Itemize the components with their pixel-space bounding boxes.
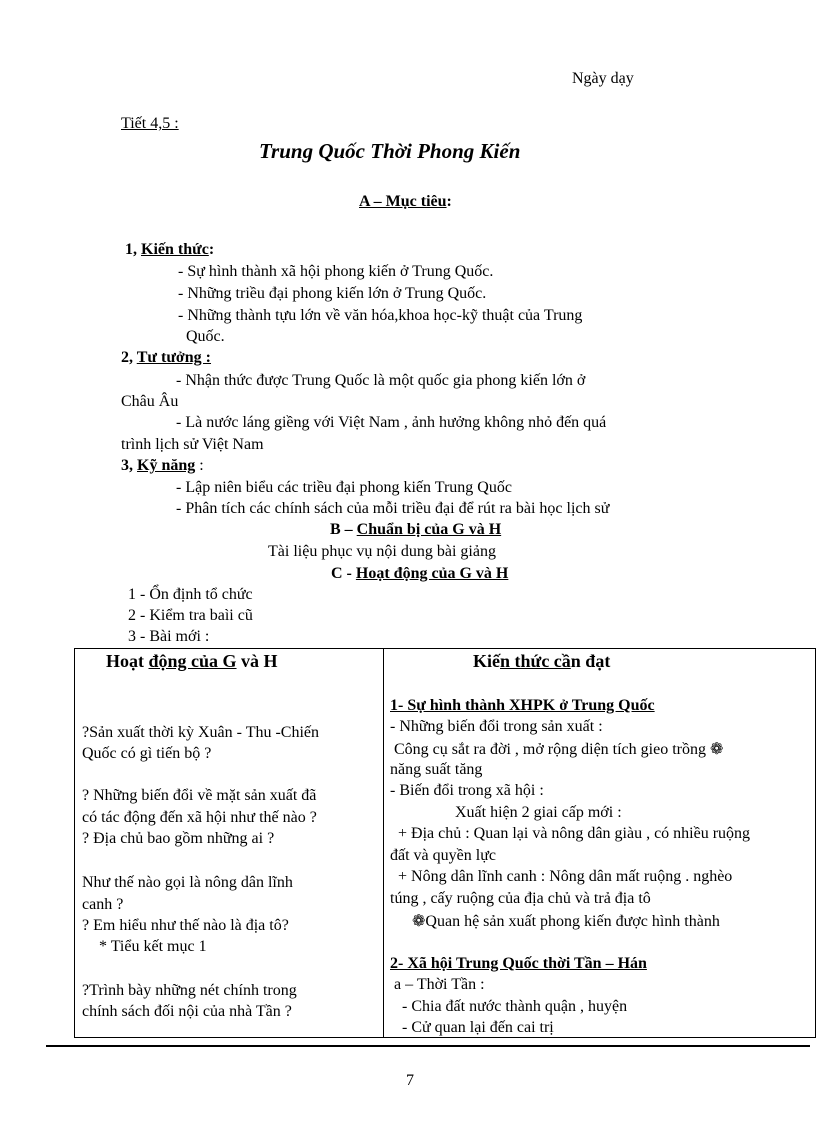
thought-item: Châu Âu (121, 393, 179, 410)
section-c-heading (331, 565, 508, 583)
content-line: túng , cấy ruộng của địa chủ và trả địa tô (390, 890, 651, 907)
content-line: Xuất hiện 2 giai cấp mới : (455, 804, 622, 821)
knowledge-item: - Những triều đại phong kiến lớn ở Trung Quốc. (178, 285, 487, 302)
thought-item: - Nhận thức được Trung Quốc là một quốc gia phong kiến lớn ở (176, 372, 586, 389)
content-line: - Chia đất nước thành quận , huyện (402, 998, 628, 1015)
skills-num: 3, (121, 457, 137, 474)
section-c-prefix: C - (331, 565, 356, 582)
content-line-with-symbol (412, 911, 720, 931)
skills-label (121, 457, 204, 475)
left-header-post: và H (236, 651, 278, 671)
section-a-heading-colon: : (446, 193, 452, 210)
left-header-ul: động của G (148, 651, 237, 671)
lesson-number: Tiết 4,5 : (121, 115, 179, 132)
question-line: có tác động đến xã hội như thế nào ? (82, 809, 317, 826)
knowledge-item: - Sự hình thành xã hội phong kiến ở Trung Quốc. (178, 263, 494, 280)
date-label: Ngày dạy (572, 70, 634, 87)
knowledge-colon: : (208, 241, 215, 258)
thought-num: 2, (121, 349, 137, 366)
skills-colon: : (195, 457, 204, 474)
question-line: ? Em hiểu như thế nào là địa tô? (82, 917, 289, 934)
left-header-pre: Hoạt (106, 651, 149, 671)
question-line: Quốc có gì tiến bộ ? (82, 745, 212, 762)
right-header-post: n đạt (570, 651, 611, 671)
question-line: chính sách đối nội của nhà Tần ? (82, 1003, 292, 1020)
step-item: 2 - Kiểm tra baìi cũ (128, 607, 253, 624)
section-b-heading-text: Chuẩn bị của G và H (356, 521, 502, 538)
content-line: - Biến đổi trong xã hội : (390, 782, 544, 799)
skills-item: - Phân tích các chính sách của mỗi triều đại để rút ra bài học lịch sử (176, 500, 610, 517)
content-line-text: Công cụ sắt ra đời , mở rộng diện tích gieo trồng (394, 741, 706, 758)
question-line: ?Trình bày những nét chính trong (82, 982, 297, 999)
section-b-prefix: B – (330, 521, 357, 538)
section-b-heading (330, 521, 501, 539)
content-line: a – Thời Tần : (394, 976, 485, 993)
thought-label-text: Tư tưởng : (136, 349, 212, 366)
content-line: - Cử quan lại đến cai trị (402, 1019, 554, 1036)
page-title: Trung Quốc Thời Phong Kiến (259, 139, 521, 163)
content-line: năng suất tăng (390, 761, 483, 778)
knowledge-num: 1, (125, 241, 141, 258)
subsection-1-heading: 1- Sự hình thành XHPK ở Trung Quốc (390, 697, 655, 714)
question-line: ? Địa chủ bao gồm những ai ? (82, 830, 275, 847)
thought-item: trình lịch sử Việt Nam (121, 436, 264, 453)
footer-divider (46, 1045, 810, 1047)
right-column-header (473, 651, 610, 672)
knowledge-label (125, 241, 214, 259)
content-line: + Nông dân lĩnh canh : Nông dân mất ruộng . nghèo (398, 868, 733, 885)
right-header-ul: n thức cầ (500, 651, 571, 671)
thought-label (121, 349, 211, 367)
question-line: Như thế nào gọi là nông dân lĩnh (82, 874, 293, 891)
thought-item: - Là nước láng giềng với Việt Nam , ảnh hưởng không nhỏ đến quá (176, 414, 607, 431)
knowledge-item: - Những thành tựu lớn về văn hóa,khoa học-kỹ thuật của Trung (178, 307, 583, 324)
knowledge-item: Quốc. (186, 328, 225, 345)
skills-item: - Lập niên biểu các triều đại phong kiến Trung Quốc (176, 479, 512, 496)
flower-symbol-icon: ❁ (709, 741, 724, 758)
section-b-text: Tài liệu phục vụ nội dung bài giảng (268, 543, 496, 560)
section-c-heading-text: Hoạt động của G và H (355, 565, 509, 582)
left-column-header (106, 651, 278, 672)
question-line: ?Sản xuất thời kỳ Xuân - Thu -Chiến (82, 724, 320, 741)
content-line: + Địa chủ : Quan lại và nông dân giàu , có nhiều ruộng (398, 825, 751, 842)
step-item: 1 - Ổn định tổ chức (128, 586, 253, 603)
right-header-pre: Kiế (473, 651, 500, 671)
question-line: ? Những biến đổi về mặt sản xuất đã (82, 787, 317, 804)
skills-label-text: Kỹ năng (137, 457, 196, 474)
activity-table (74, 648, 816, 1038)
step-item: 3 - Bài mới : (128, 628, 210, 645)
knowledge-label-text: Kiến thức (141, 241, 209, 258)
content-line-text: Quan hệ sản xuất phong kiến được hình thành (425, 913, 720, 930)
question-line: canh ? (82, 896, 124, 913)
page-number: 7 (406, 1072, 414, 1089)
content-line: - Những biến đổi trong sản xuất : (390, 718, 603, 735)
subsection-2-heading: 2- Xã hội Trung Quốc thời Tần – Hán (390, 955, 647, 972)
column-divider (383, 649, 384, 1037)
flower-symbol-icon: ❁ (412, 913, 426, 930)
question-line: * Tiểu kết mục 1 (99, 938, 207, 955)
section-a-heading-text: A – Mục tiêu (359, 193, 447, 210)
content-line-with-symbol (394, 739, 723, 759)
content-line: đất và quyền lực (390, 847, 496, 864)
section-a-heading (359, 193, 452, 211)
